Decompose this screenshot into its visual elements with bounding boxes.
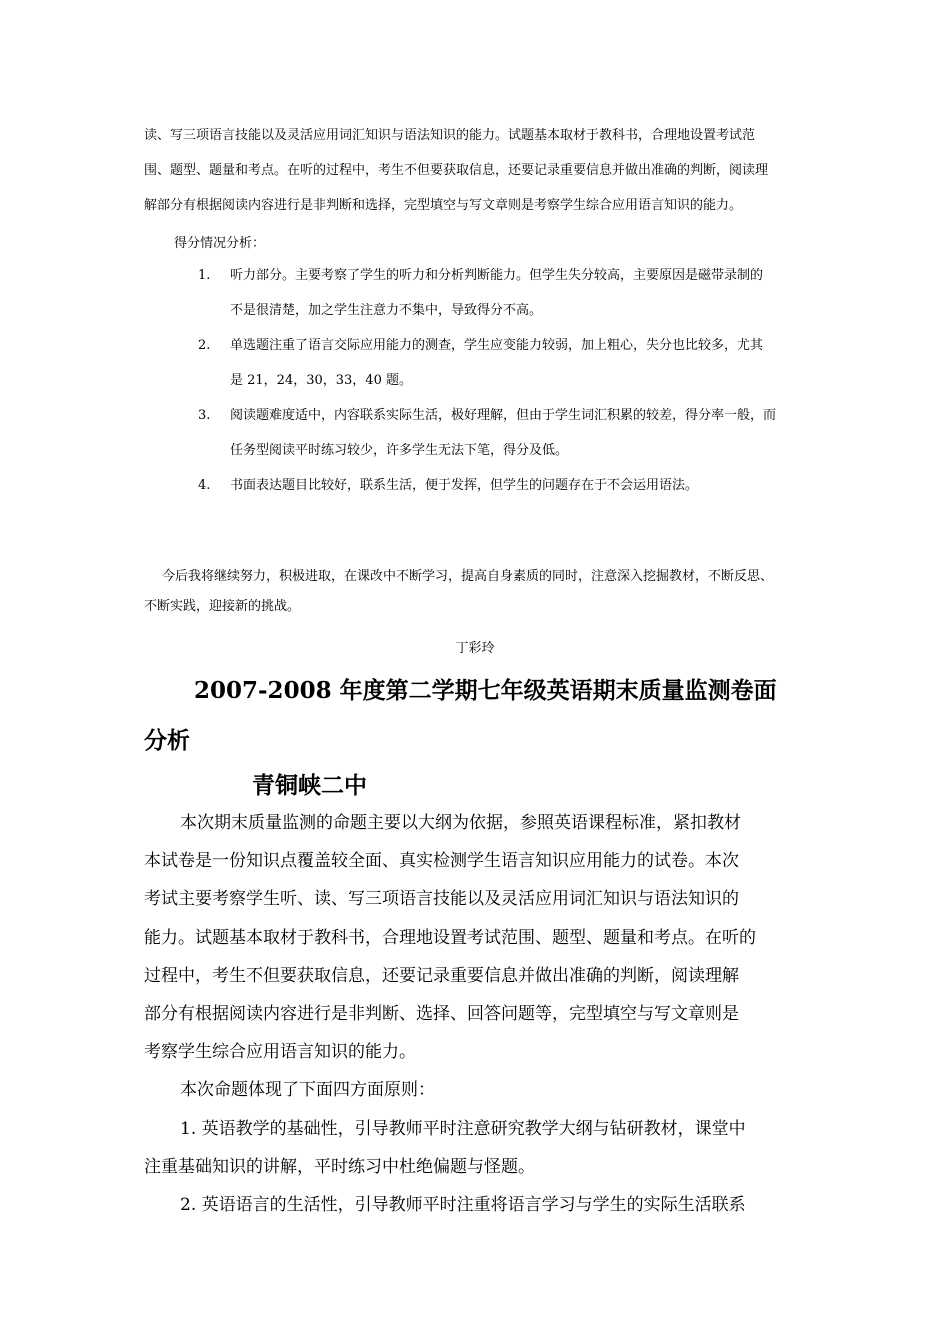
list-item-number: 1. xyxy=(198,268,211,283)
list-item xyxy=(198,328,810,398)
score-analysis-heading: 得分情况分析： xyxy=(174,236,266,251)
list-item-line: 书面表达题目比较好，联系生活，便于发挥，但学生的问题存在于不会运用语法。 xyxy=(230,478,699,493)
list-item-number: 2. xyxy=(198,338,211,353)
paragraph-line: 读、写三项语言技能以及灵活应用词汇知识与语法知识的能力。试题基本取材于教科书，合理地设置考试范 xyxy=(144,128,756,143)
list-item-line: 单选题注重了语言交际应用能力的测查，学生应变能力较弱，加上粗心，失分也比较多，尤其 xyxy=(230,338,764,353)
body-line: 2. 英语语言的生活性，引导教师平时注重将语言学习与学生的实际生活联系 xyxy=(180,1195,746,1216)
body-line: 本次期末质量监测的命题主要以大纲为依据，参照英语课程标准，紧扣教材 xyxy=(180,813,741,833)
body-line: 部分有根据阅读内容进行是非判断、选择、回答问题等，完型填空与写文章则是 xyxy=(144,1004,739,1025)
document-title xyxy=(144,666,812,766)
body-line: 注重基础知识的讲解，平时练习中杜绝偏题与怪题。 xyxy=(144,1156,535,1177)
paragraph-line: 解部分有根据阅读内容进行是非判断和选择，完型填空与写文章则是考察学生综合应用语言知识的能力。 xyxy=(144,198,743,213)
list-item-line: 听力部分。主要考察了学生的听力和分析判断能力。但学生失分较高，主要原因是磁带录制的 xyxy=(230,268,764,283)
list-item-line: 是 21，24，30，33，40 题。 xyxy=(230,373,412,388)
paragraph-line: 今后我将继续努力，积极进取，在课改中不断学习，提高自身素质的同时，注意深入挖掘教材，不断反思、 xyxy=(162,569,774,584)
body-line: 考察学生综合应用语言知识的能力。 xyxy=(144,1042,416,1063)
body-line: 能力。试题基本取材于教科书，合理地设置考试范围、题型、题量和考点。在听的 xyxy=(144,927,756,948)
body-line: 过程中，考生不但要获取信息，还要记录重要信息并做出准确的判断，阅读理解 xyxy=(144,965,739,986)
author-name: 丁彩玲 xyxy=(455,641,495,656)
title-line: 分析 xyxy=(144,727,190,754)
body-text xyxy=(144,804,808,1224)
list-item-line: 阅读题难度适中，内容联系实际生活，极好理解，但由于学生词汇积累的较差，得分率一般，而 xyxy=(230,408,777,423)
list-item-number: 3. xyxy=(198,408,211,423)
list-item xyxy=(198,398,810,468)
score-analysis-list xyxy=(198,258,810,503)
closing-paragraph xyxy=(144,562,808,622)
list-item-line: 不是很清楚，加之学生注意力不集中，导致得分不高。 xyxy=(230,303,543,318)
school-name: 青铜峡二中 xyxy=(252,772,367,799)
body-line: 考试主要考察学生听、读、写三项语言技能以及灵活应用词汇知识与语法知识的 xyxy=(144,889,739,910)
body-line: 本试卷是一份知识点覆盖较全面、真实检测学生语言知识应用能力的试卷。本次 xyxy=(144,851,739,872)
paragraph-line: 不断实践，迎接新的挑战。 xyxy=(144,599,301,614)
paragraph-line: 围、题型、题量和考点。在听的过程中，考生不但要获取信息，还要记录重要信息并做出准确的判断，阅读理 xyxy=(144,163,769,178)
analysis-paragraph xyxy=(144,118,808,223)
list-item-line: 任务型阅读平时练习较少，许多学生无法下笔，得分及低。 xyxy=(230,443,569,458)
list-item xyxy=(198,258,810,328)
body-line: 1. 英语教学的基础性，引导教师平时注意研究教学大纲与钻研教材，课堂中 xyxy=(180,1118,746,1139)
list-item xyxy=(198,468,810,503)
list-item-number: 4. xyxy=(198,478,211,493)
title-line: 2007-2008 年度第二学期七年级英语期末质量监测卷面 xyxy=(194,677,777,704)
body-line: 本次命题体现了下面四方面原则： xyxy=(180,1080,435,1101)
